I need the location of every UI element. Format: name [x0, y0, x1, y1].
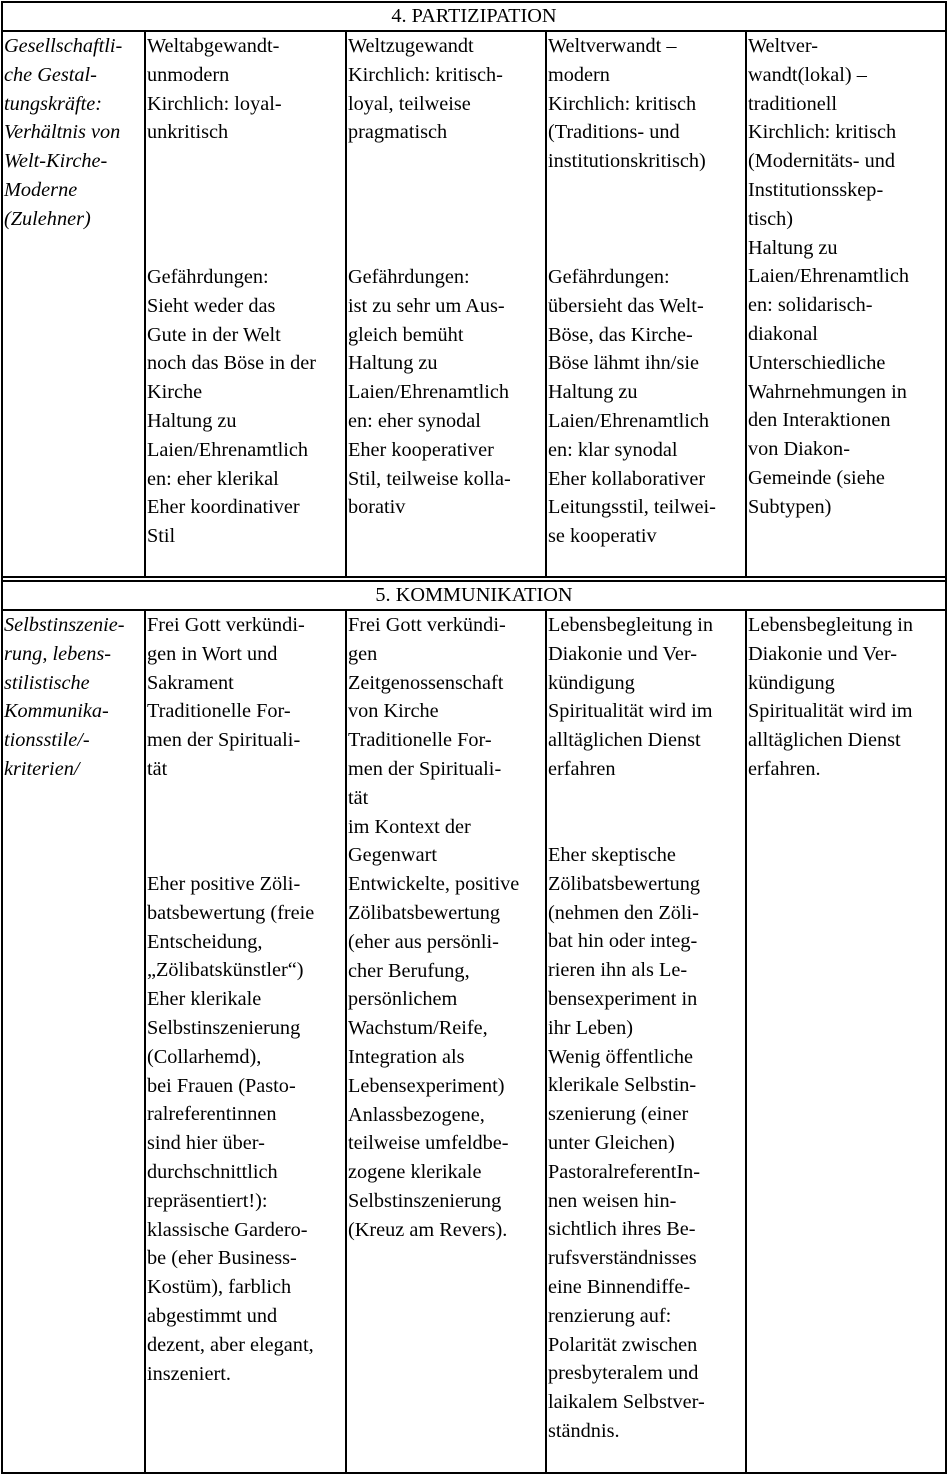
- column-divider: [745, 609, 747, 1474]
- row-label-communication: Selbstinszenie- rung, lebens- stilistische Kommunika- tionsstile/- kriterien/: [4, 614, 125, 780]
- communication-col3-celibacy: Eher skeptische Zölibatsbewertung (nehmen den Zöli- bat hin oder integ- rieren ihn als Le- bensexperiment in ihr Leben) Wenig öffentliche klerikale Selbstin- szenierung (einer unter Gleichen) PastoralreferentIn- nen weisen hin- sichtlich ihres Be- rufsverständnisses eine Binnendiffe- renzierung auf: Polarität zwischen presbyteralem und laikalem Selbstver- ständnis.: [548, 844, 705, 1442]
- table-border-right: [945, 1, 947, 1474]
- participation-col2-type: Weltzugewandt Kirchlich: kritisch- loyal, teilweise pragmatisch: [348, 35, 503, 144]
- column-divider: [545, 609, 547, 1474]
- communication-col1-celibacy: Eher positive Zöli- batsbewertung (freie Entscheidung, „Zölibatskünstler“) Eher klerikale Selbstinszenierung (Collarhemd), bei Frauen (Pasto- ralreferentinnen sind hier über- durchschnittlich repräsentiert!): klassische Gardero- be (eher Business- Kostüm), farblich abgestimmt und dezent, aber elegant, inszeniert.: [147, 873, 315, 1385]
- communication-col1-proclamation: Frei Gott verkündi- gen in Wort und Sakrament Traditionelle For- men der Spirituali- tät: [147, 614, 305, 780]
- participation-col4: Weltver- wandt(lokal) – traditionell Kirchlich: kritisch (Modernitäts- und Institutionsskep- tisch) Haltung zu Laien/Ehrenamtlich en: solidarisch- diakonal Unterschiedliche Wahrnehmungen in den Interaktionen von Diakon- Gemeinde (siehe Subtypen): [748, 35, 910, 518]
- communication-col3-proclamation: Lebensbegleitung in Diakonie und Ver- kündigung Spiritualität wird im alltäglichen Dienst erfahren: [548, 614, 714, 780]
- table-border-bottom: [1, 1472, 947, 1474]
- column-divider: [345, 30, 347, 578]
- section-divider: [1, 576, 947, 578]
- participation-col3-risks: Gefährdungen: übersieht das Welt- Böse, das Kirche- Böse lähmt ihn/sie Haltung zu Laien/Ehrenamtlich en: klar synodal Eher kollaborativer Leitungsstil, teilwei- se kooperativ: [548, 266, 716, 548]
- table-border-left: [1, 1, 3, 1474]
- column-divider: [345, 609, 347, 1474]
- section-title-communication: 5. KOMMUNIKATION: [375, 584, 573, 606]
- column-divider: [745, 30, 747, 578]
- participation-col2-risks: Gefährdungen: ist zu sehr um Aus- gleich bemüht Haltung zu Laien/Ehrenamtlich en: eher synodal Eher kooperativer Stil, teilweise kolla- borativ: [348, 266, 511, 519]
- column-divider: [144, 609, 146, 1474]
- communication-col2: Frei Gott verkündi- gen Zeitgenossenschaft von Kirche Traditionelle For- men der Spirituali- tät im Kontext der Gegenwart Entwickelte, positive Zölibatsbewertung (eher aus persönli- cher Berufung, persönlichem Wachstum/Reife, Integration als Lebensexperiment) Anlassbezogene, teilweise umfeldbe- zogene klerikale Selbstinszenierung (Kreuz am Revers).: [348, 614, 520, 1241]
- column-divider: [144, 30, 146, 578]
- participation-col1-risks: Gefährdungen: Sieht weder das Gute in der Welt noch das Böse in der Kirche Haltung zu Laien/Ehrenamtlich en: eher klerikal Eher koordinativer Stil: [147, 266, 316, 548]
- communication-col4: Lebensbegleitung in Diakonie und Ver- kündigung Spiritualität wird im alltäglichen Dienst erfahren.: [748, 614, 914, 780]
- participation-col3-type: Weltverwandt – modern Kirchlich: kritisch (Traditions- und institutionskritisch): [548, 35, 706, 173]
- section-title-participation: 4. PARTIZIPATION: [391, 5, 557, 27]
- row-label-participation: Gesellschaftli- che Gestal- tungskräfte: Verhältnis von Welt-Kirche- Moderne (Zulehner): [4, 35, 123, 230]
- column-divider: [545, 30, 547, 578]
- participation-col1-type: Weltabgewandt- unmodern Kirchlich: loyal- unkritisch: [147, 35, 282, 144]
